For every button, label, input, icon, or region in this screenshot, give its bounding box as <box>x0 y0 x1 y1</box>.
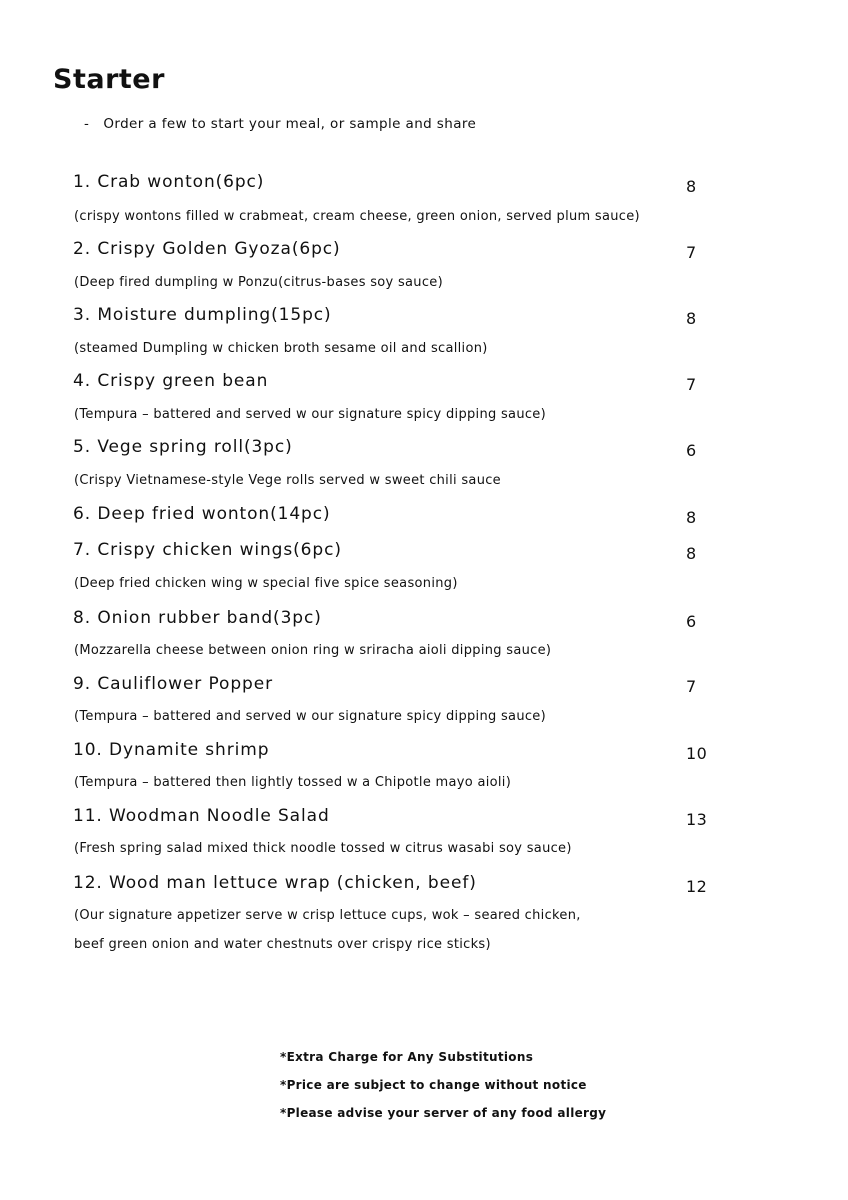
menu-item-name: 7. Crispy chicken wings(6pc) <box>73 540 342 560</box>
page-subtitle: - Order a few to start your meal, or sample and share <box>84 116 477 132</box>
menu-item-price: 8 <box>686 508 697 527</box>
footer-notes <box>280 1049 606 1133</box>
menu-item-price: 8 <box>686 544 697 563</box>
menu-item-name: 9. Cauliflower Popper <box>73 674 273 694</box>
menu-item-description: beef green onion and water chestnuts over crispy rice sticks) <box>74 937 491 952</box>
menu-item-price: 6 <box>686 441 697 460</box>
menu-item-description: (Tempura – battered and served w our signature spicy dipping sauce) <box>74 407 546 422</box>
menu-item-description: (Tempura – battered then lightly tossed w a Chipotle mayo aioli) <box>74 775 512 790</box>
menu-item-name: 2. Crispy Golden Gyoza(6pc) <box>73 239 341 259</box>
menu-item-price: 10 <box>686 744 708 763</box>
note-price-change: *Price are subject to change without notice <box>280 1078 587 1092</box>
page-title: Starter <box>53 64 165 95</box>
menu-item-name: 6. Deep fried wonton(14pc) <box>73 504 331 524</box>
menu-item-price: 13 <box>686 810 708 829</box>
menu-item-description: (Deep fried chicken wing w special five spice seasoning) <box>74 576 458 591</box>
menu-item-price: 12 <box>686 877 708 896</box>
menu-item-description: (Our signature appetizer serve w crisp lettuce cups, wok – seared chicken, <box>74 908 581 923</box>
menu-item-description: (crispy wontons filled w crabmeat, cream cheese, green onion, served plum sauce) <box>74 209 640 224</box>
menu-item-price: 7 <box>686 243 697 262</box>
menu-item-name: 10. Dynamite shrimp <box>73 740 270 760</box>
menu-item-price: 6 <box>686 612 697 631</box>
menu-item-price: 8 <box>686 177 697 196</box>
menu-item-description: (Deep fired dumpling w Ponzu(citrus-bases soy sauce) <box>74 275 443 290</box>
menu-item-name: 1. Crab wonton(6pc) <box>73 172 265 192</box>
note-substitutions: *Extra Charge for Any Substitutions <box>280 1050 534 1064</box>
menu-item-description: (steamed Dumpling w chicken broth sesame oil and scallion) <box>74 341 488 356</box>
menu-item-name: 12. Wood man lettuce wrap (chicken, beef) <box>73 873 477 893</box>
note-food-allergy: *Please advise your server of any food allergy <box>280 1106 607 1120</box>
menu-item-price: 8 <box>686 309 697 328</box>
menu-item-description: (Tempura – battered and served w our signature spicy dipping sauce) <box>74 709 546 724</box>
menu-item-description: (Mozzarella cheese between onion ring w sriracha aioli dipping sauce) <box>74 643 552 658</box>
menu-item-name: 11. Woodman Noodle Salad <box>73 806 330 826</box>
menu-item-description: (Fresh spring salad mixed thick noodle tossed w citrus wasabi soy sauce) <box>74 841 572 856</box>
menu-item-name: 5. Vege spring roll(3pc) <box>73 437 293 457</box>
menu-item-price: 7 <box>686 677 697 696</box>
menu-item-name: 3. Moisture dumpling(15pc) <box>73 305 332 325</box>
menu-item-price: 7 <box>686 375 697 394</box>
menu-item-description: (Crispy Vietnamese-style Vege rolls served w sweet chili sauce <box>74 473 501 488</box>
menu-item-name: 8. Onion rubber band(3pc) <box>73 608 322 628</box>
menu-item-name: 4. Crispy green bean <box>73 371 269 391</box>
